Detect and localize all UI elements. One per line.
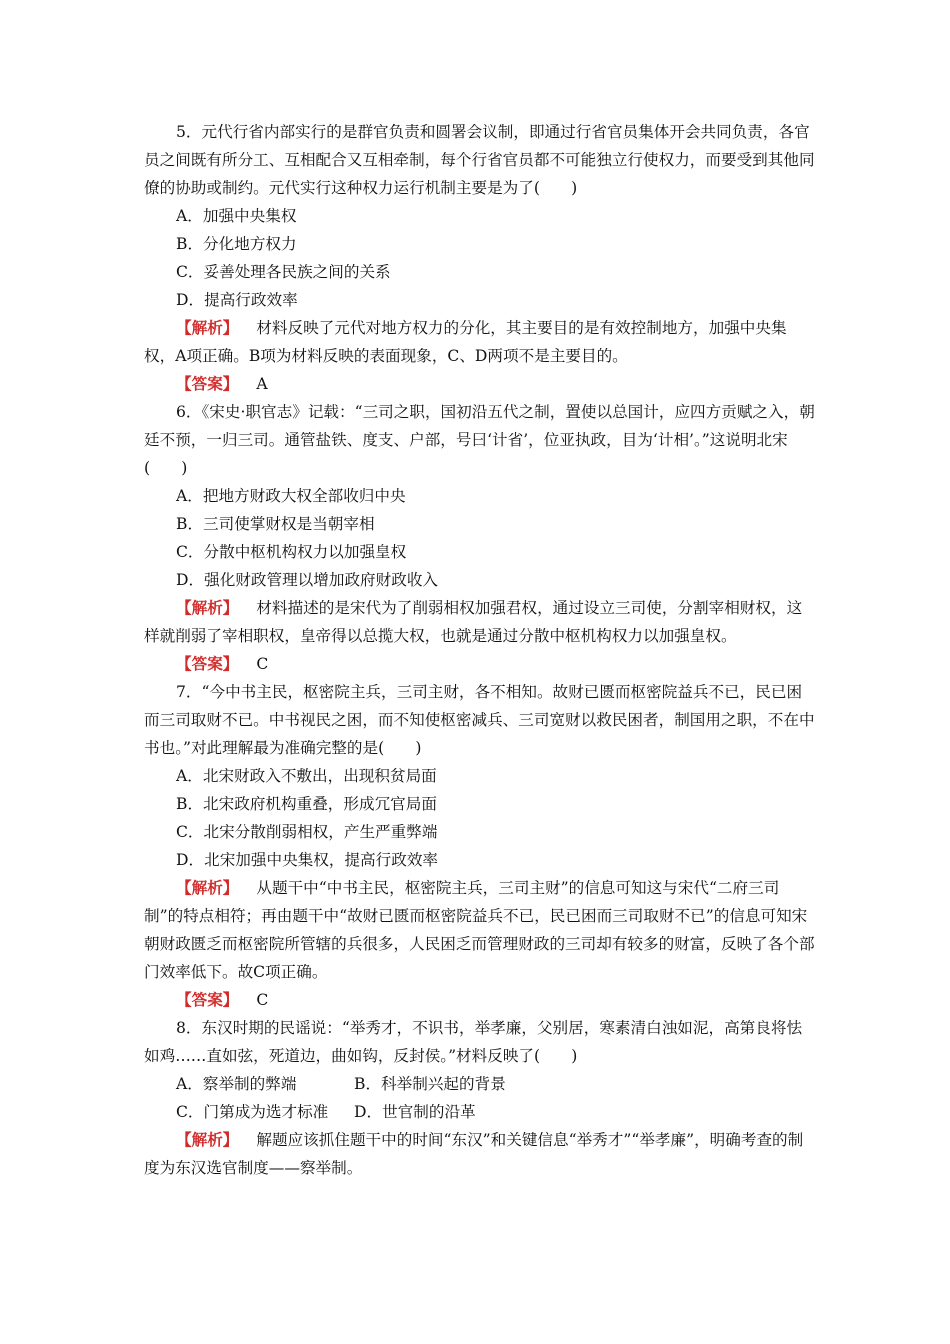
q8-option-a: A．察举制的弊端 — [176, 1075, 297, 1093]
q6-option-b: B．三司使掌财权是当朝宰相 — [176, 515, 375, 533]
q5-option-b: B．分化地方权力 — [176, 235, 297, 253]
q8-option-d: D．世官制的沿革 — [354, 1103, 476, 1121]
q5-answer-value: A — [256, 375, 268, 393]
q8-options-row-2 — [144, 1098, 816, 1126]
answer-label: 【答案】 — [176, 654, 239, 673]
q5-answer — [144, 370, 816, 398]
q5-stem: 5．元代行省内部实行的是群官负责和圆署会议制，即通过行省官员集体开会共同负责，各官员之间既有所分工、互相配合又互相牵制，每个行省官员都不可能独立行使权力，而要受到其他同僚的协助或制约。元代实行这种权力运行机制主要是为了( ) — [144, 123, 815, 197]
q7-option-c: C．北宋分散削弱相权，产生严重弊端 — [176, 823, 438, 841]
q6-answer — [144, 650, 816, 678]
question-list — [144, 118, 816, 1182]
q8-option-c: C．门第成为选才标准 — [176, 1103, 329, 1121]
q8-analysis-text: 解题应该抓住题干中的时间“东汉”和关键信息“举秀才”“举孝廉”，明确考查的制度为东汉选官制度——察举制。 — [144, 1131, 804, 1177]
q6-analysis — [144, 594, 816, 650]
analysis-label: 【解析】 — [176, 598, 239, 617]
analysis-label: 【解析】 — [176, 1130, 239, 1149]
q5-option-a: A．加强中央集权 — [176, 207, 297, 225]
q5-analysis-text: 材料反映了元代对地方权力的分化，其主要目的是有效控制地方，加强中央集权，A项正确。B项为材料反映的表面现象，C、D两项不是主要目的。 — [144, 319, 787, 365]
q7-option-d: D．北宋加强中央集权，提高行政效率 — [176, 851, 439, 869]
q7-stem: 7．“今中书主民，枢密院主兵，三司主财，各不相知。故财已匮而枢密院益兵不已，民已困而三司取财不已。中书视民之困，而不知使枢密减兵、三司宽财以救民困者，制国用之职，不在中书也。”对此理解最为准确完整的是( ) — [144, 683, 815, 757]
q7-answer — [144, 986, 816, 1014]
q6-option-d: D．强化财政管理以增加政府财政收入 — [176, 571, 439, 589]
answer-label: 【答案】 — [176, 374, 239, 393]
q8-option-b: B．科举制兴起的背景 — [354, 1075, 506, 1093]
analysis-label: 【解析】 — [176, 878, 239, 897]
q8-analysis — [144, 1126, 816, 1182]
q6-option-a: A．把地方财政大权全部收归中央 — [176, 487, 406, 505]
q6-stem: 6．《宋史·职官志》记载：“三司之职，国初沿五代之制，置使以总国计，应四方贡赋之入，朝廷不预，一归三司。通管盐铁、度支、户部，号曰‘计省’，位亚执政，目为‘计相’。”这说明北宋( ) — [144, 403, 815, 477]
q8-options-row-1 — [144, 1070, 816, 1098]
answer-label: 【答案】 — [176, 990, 239, 1009]
q8-stem: 8．东汉时期的民谣说：“举秀才，不识书，举孝廉，父别居，寒素清白浊如泥，高第良将怯如鸡……直如弦，死道边，曲如钩，反封侯。”材料反映了( ) — [144, 1019, 803, 1065]
q7-answer-value: C — [256, 991, 269, 1009]
q5-option-d: D．提高行政效率 — [176, 291, 298, 309]
q6-option-c: C．分散中枢机构权力以加强皇权 — [176, 543, 407, 561]
q7-analysis-text: 从题干中“中书主民，枢密院主兵，三司主财”的信息可知这与宋代“二府三司制”的特点相符；再由题干中“故财已匮而枢密院益兵不已，民已困而三司取财不已”的信息可知宋朝财政匮乏而枢密院所管辖的兵很多，人民困乏而管理财政的三司却有较多的财富，反映了各个部门效率低下。故C项正确。 — [144, 879, 815, 981]
q6-answer-value: C — [256, 655, 269, 673]
q7-analysis — [144, 874, 816, 986]
q5-option-c: C．妥善处理各民族之间的关系 — [176, 263, 391, 281]
q5-analysis — [144, 314, 816, 370]
q7-option-b: B．北宋政府机构重叠，形成冗官局面 — [176, 795, 437, 813]
q7-option-a: A．北宋财政入不敷出，出现积贫局面 — [176, 767, 437, 785]
analysis-label: 【解析】 — [176, 318, 239, 337]
q6-analysis-text: 材料描述的是宋代为了削弱相权加强君权，通过设立三司使，分割宰相财权，这样就削弱了宰相职权，皇帝得以总揽大权，也就是通过分散中枢机构权力以加强皇权。 — [144, 599, 803, 645]
